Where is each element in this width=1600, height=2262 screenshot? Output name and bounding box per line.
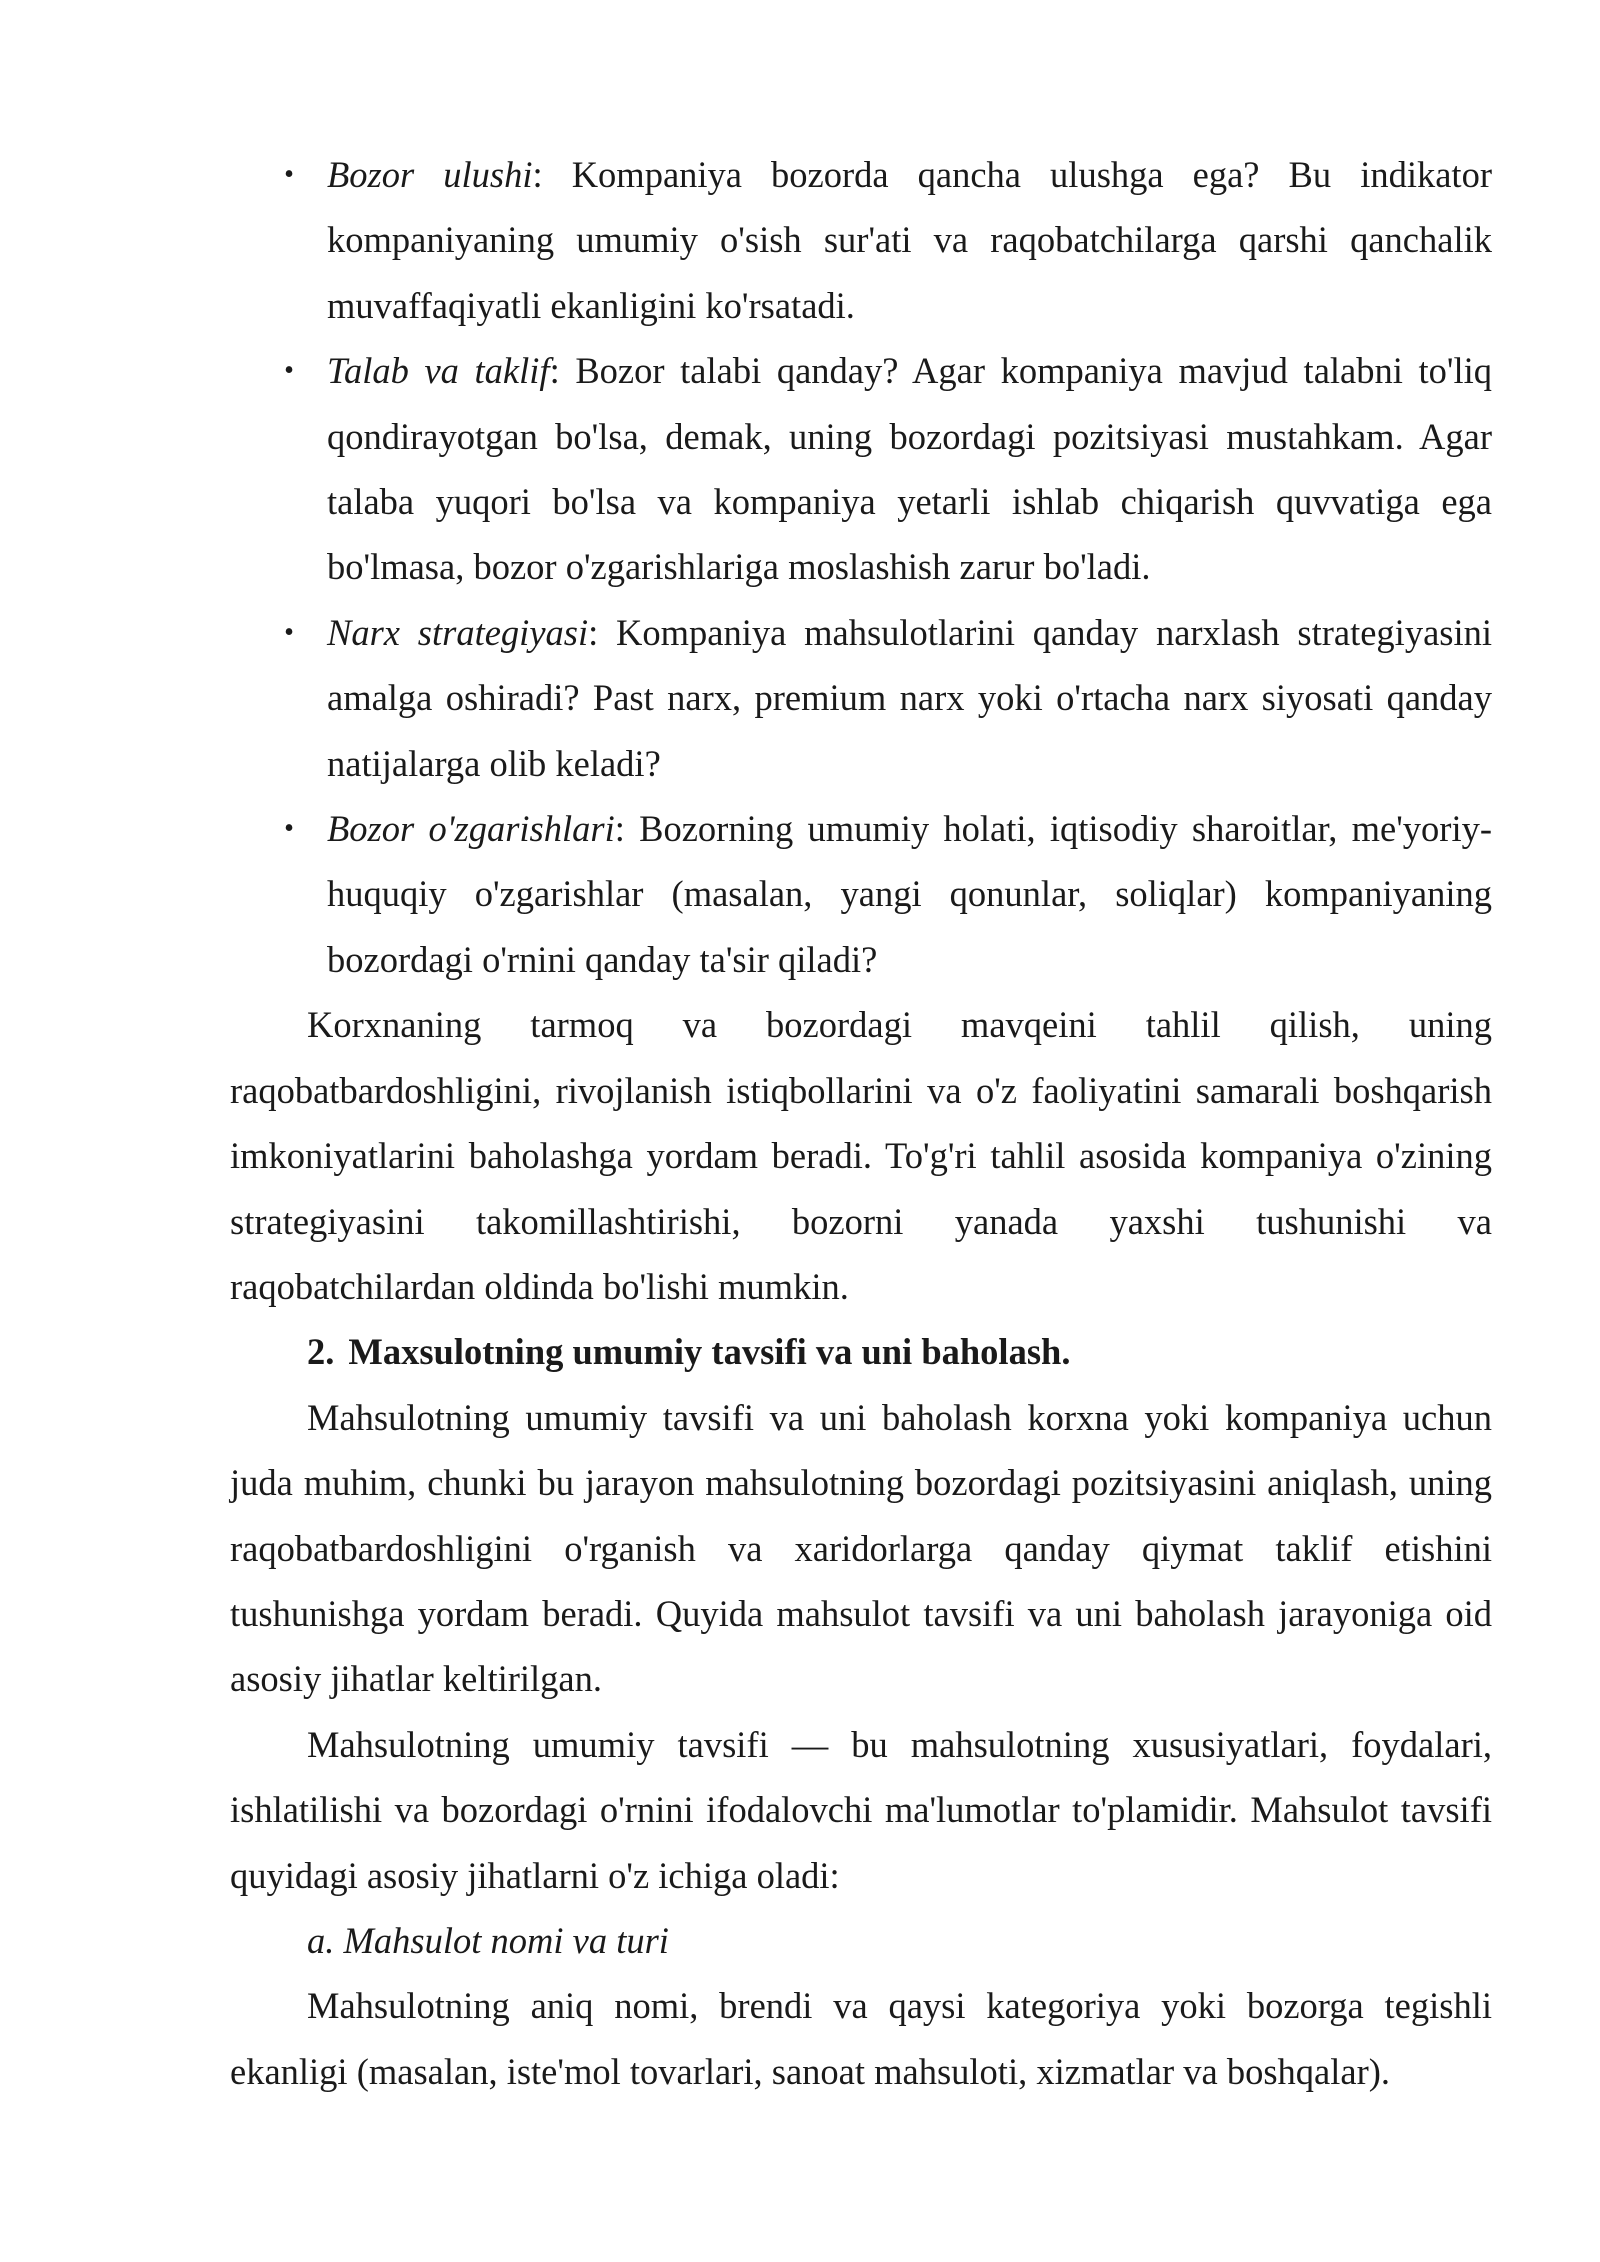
document-page xyxy=(230,142,1492,2104)
bullet-term: Talab va taklif xyxy=(327,350,550,392)
body-paragraph: Mahsulotning aniq nomi, brendi va qaysi kategoriya yoki bozorga tegishli ekanligi (masalan, iste'mol tovarlari, sanoat mahsuloti, xizmatlar va boshqalar). xyxy=(230,1985,1492,2092)
bullet-text: : Bozor talabi qanday? Agar kompaniya mavjud talabni to'liq qondirayotgan bo'lsa, demak, uning bozordagi pozitsiyasi mustahkam. Agar talaba yuqori bo'lsa va kompaniya yetarli ishlab chiqarish quvvatiga ega bo'lmasa, bozor o'zgarishlariga moslashish zarur bo'ladi. xyxy=(327,350,1492,588)
list-item xyxy=(230,338,1492,600)
bullet-icon: • xyxy=(284,813,294,845)
body-paragraph: Korxnaning tarmoq va bozordagi mavqeini tahlil qilish, uning raqobatbardoshligini, rivojlanish istiqbollarini va o'z faoliyatini samarali boshqarish imkoniyatlarini baholashga yordam beradi. To'g'ri tahlil asosida kompaniya o'zining strategiyasini takomillashtirishi, bozorni yanada yaxshi tushunishi va raqobatchilardan oldinda bo'lishi mumkin. xyxy=(230,1004,1492,1307)
body-paragraph: Mahsulotning umumiy tavsifi — bu mahsulotning xususiyatlari, foydalari, ishlatilishi va bozordagi o'rnini ifodalovchi ma'lumotlar to'plamidir. Mahsulot tavsifi quyidagi asosiy jihatlarni o'z ichiga oladi: xyxy=(230,1723,1492,1896)
bullet-text: : Kompaniya bozorda qancha ulushga ega? Bu indikator kompaniyaning umumiy o'sish sur'ati va raqobatchilarga qarshi qanchalik muvaffaqiyatli ekanligini ko'rsatadi. xyxy=(327,154,1492,326)
bullet-icon: • xyxy=(284,616,294,648)
bullet-term: Bozor ulushi xyxy=(327,154,533,195)
bullet-text: : Bozorning umumiy holati, iqtisodiy sharoitlar, me'yoriy-huquqiy o'zgarishlar (masalan, yangi qonunlar, soliqlar) kompaniyaning bozordagi o'rnini qanday ta'sir qiladi? xyxy=(327,808,1492,980)
bullet-icon: • xyxy=(284,355,294,387)
list-item xyxy=(230,142,1492,338)
bullet-list xyxy=(230,142,1492,992)
section-title: Maxsulotning umumiy tavsifi va uni baholash. xyxy=(348,1331,1071,1373)
list-item xyxy=(230,796,1492,992)
subheading: a. Mahsulot nomi va turi xyxy=(307,1919,669,1961)
list-item xyxy=(230,600,1492,796)
body-paragraph: Mahsulotning umumiy tavsifi va uni baholash korxna yoki kompaniya uchun juda muhim, chunki bu jarayon mahsulotning bozordagi pozitsiyasini aniqlash, uning raqobatbardoshligini o'rganish va xaridorlarga qanday qiymat taklif etishini tushunishga yordam beradi. Quyida mahsulot tavsifi va uni baholash jarayoniga oid asosiy jihatlar keltirilgan. xyxy=(230,1396,1492,1700)
bullet-term: Narx strategiyasi xyxy=(327,611,589,653)
bullet-text: : Kompaniya mahsulotlarini qanday narxlash strategiyasini amalga oshiradi? Past narx, premium narx yoki o'rtacha narx siyosati qanday natijalarga olib keladi? xyxy=(327,611,1493,784)
bullet-term: Bozor o'zgarishlari xyxy=(327,808,615,850)
section-heading xyxy=(230,1319,1492,1384)
section-number: 2. xyxy=(307,1331,335,1373)
bullet-icon: • xyxy=(284,159,294,190)
